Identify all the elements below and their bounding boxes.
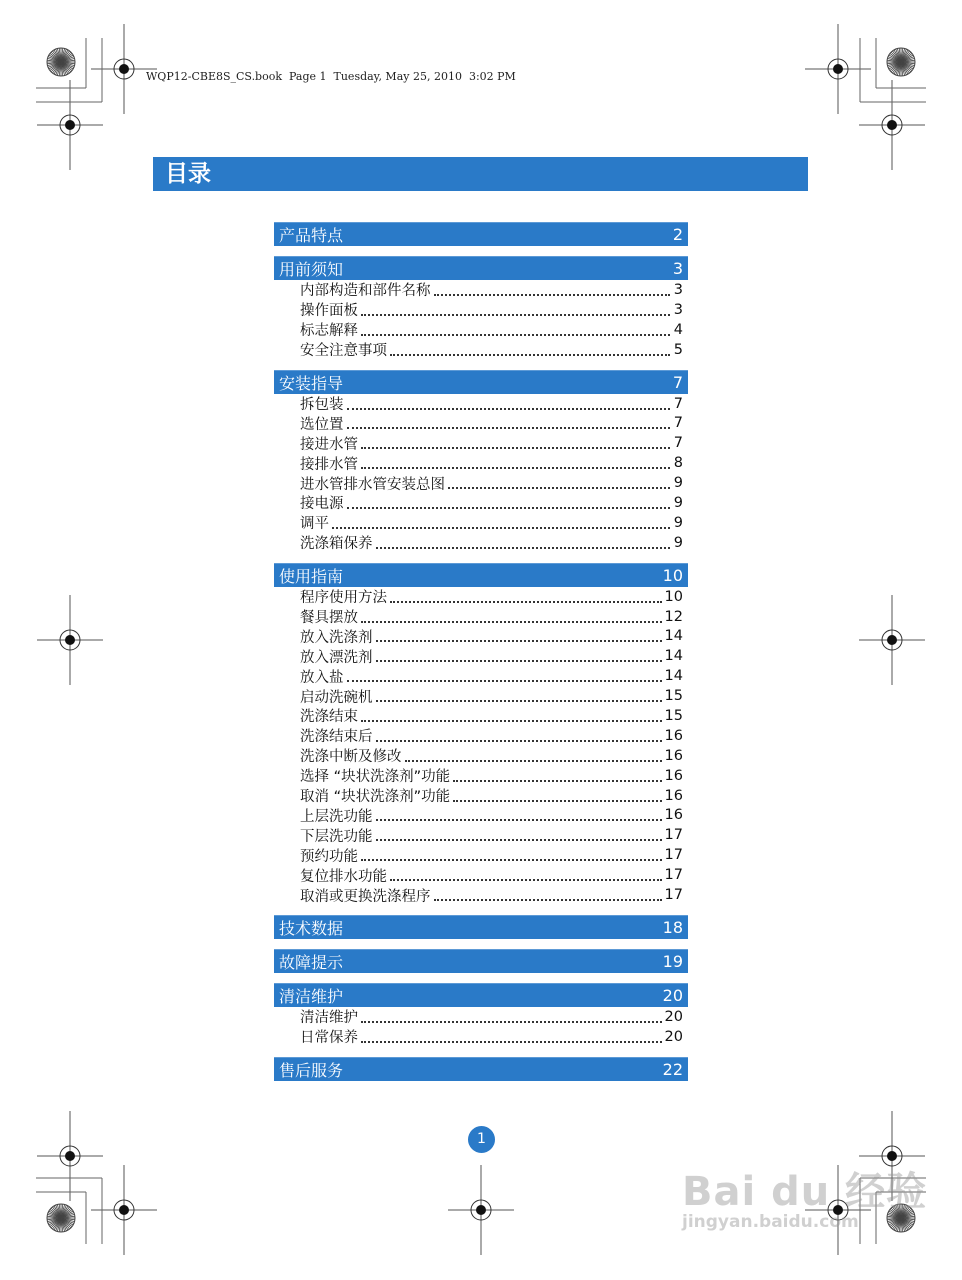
dot-leader: [347, 427, 671, 429]
entry-page: 14: [664, 628, 683, 645]
entry-page: 7: [673, 395, 683, 412]
dot-leader: [376, 640, 662, 642]
toc-entry[interactable]: [274, 473, 688, 493]
section-page: 22: [662, 1059, 683, 1079]
entry-label: 安全注意事项: [300, 343, 387, 360]
color-target: [47, 48, 75, 76]
toc-entry[interactable]: [274, 320, 688, 340]
entry-label: 取消 “块状洗涤剂”功能: [300, 789, 451, 806]
entry-label: 放入漂洗剂: [300, 649, 373, 666]
toc-entry[interactable]: [274, 280, 688, 300]
entry-label: 上层洗功能: [300, 808, 373, 825]
entry-label: 洗涤箱保养: [300, 536, 373, 553]
entry-label: 预约功能: [300, 848, 358, 865]
dot-leader: [376, 700, 662, 702]
toc-section-header[interactable]: [274, 915, 688, 939]
registration-mark: [37, 1111, 103, 1201]
page-number: 1: [468, 1126, 495, 1153]
toc-entry[interactable]: [274, 885, 688, 905]
toc-entry[interactable]: [274, 533, 688, 553]
toc-section-header[interactable]: [274, 222, 688, 246]
dot-leader: [434, 899, 662, 901]
entry-label: 内部构造和部件名称: [300, 283, 431, 300]
toc-entry[interactable]: [274, 493, 688, 513]
dot-leader: [405, 760, 662, 762]
entry-label: 取消或更换洗涤程序: [300, 888, 431, 905]
section-page: 3: [672, 259, 683, 278]
entry-page: 12: [664, 608, 683, 625]
registration-mark: [91, 24, 157, 114]
entry-label: 洗涤中断及修改: [300, 749, 402, 766]
entry-label: 选位置: [300, 416, 344, 433]
section-title: 用前须知: [279, 260, 344, 279]
entry-label: 操作面板: [300, 303, 358, 320]
dot-leader: [347, 507, 671, 509]
entry-page: 4: [673, 321, 683, 338]
section-page: 18: [662, 917, 683, 937]
entry-label: 餐具摆放: [300, 610, 358, 627]
dot-leader: [361, 1041, 662, 1043]
toc-section: [274, 915, 688, 939]
entry-label: 选择 “块状洗涤剂”功能: [300, 769, 451, 786]
toc-entry[interactable]: [274, 686, 688, 706]
entry-page: 15: [664, 707, 683, 724]
toc-section: [274, 949, 688, 973]
dot-leader: [434, 294, 671, 296]
color-target: [887, 48, 915, 76]
toc-entry[interactable]: [274, 865, 688, 885]
registration-mark: [37, 80, 103, 170]
toc-entry[interactable]: [274, 805, 688, 825]
section-title: 安装指导: [279, 373, 344, 393]
toc-section: [274, 983, 688, 1047]
dot-leader: [347, 408, 671, 410]
registration-mark: [448, 1165, 514, 1255]
dot-leader: [361, 334, 670, 336]
toc-entry[interactable]: [274, 646, 688, 666]
entry-page: 10: [664, 588, 683, 605]
section-title: 故障提示: [279, 952, 344, 972]
entry-label: 拆包装: [300, 397, 344, 414]
dot-leader: [361, 859, 662, 861]
entry-label: 洗涤结束: [300, 709, 358, 726]
toc-entry[interactable]: [274, 726, 688, 746]
table-of-contents: [274, 222, 688, 1081]
entry-page: 9: [673, 494, 683, 511]
entry-page: 14: [664, 668, 683, 685]
entry-page: 8: [673, 455, 683, 472]
toc-entry[interactable]: [274, 587, 688, 607]
toc-section-header[interactable]: [274, 949, 688, 973]
toc-entry[interactable]: [274, 766, 688, 786]
section-page: 10: [662, 565, 683, 585]
dot-leader: [361, 720, 662, 722]
entry-page: 16: [664, 787, 683, 804]
dot-leader: [361, 447, 670, 449]
toc-entry[interactable]: [274, 825, 688, 845]
entry-label: 标志解释: [300, 323, 358, 340]
section-title: 技术数据: [279, 918, 344, 938]
page-title: 目录: [153, 157, 808, 191]
section-page: 7: [672, 372, 683, 392]
entry-page: 9: [673, 534, 683, 551]
dot-leader: [361, 467, 670, 469]
toc-section: [274, 222, 688, 246]
toc-entry[interactable]: [274, 1027, 688, 1047]
toc-entry[interactable]: [274, 626, 688, 646]
dot-leader: [390, 354, 670, 356]
watermark-logo: Bai du 经验 jingyan.baidu.com: [682, 1169, 928, 1232]
entry-page: 7: [673, 435, 683, 452]
toc-section-header[interactable]: [274, 1057, 688, 1081]
toc-entry[interactable]: [274, 607, 688, 627]
toc-entry[interactable]: [274, 706, 688, 726]
entry-label: 放入盐: [300, 669, 344, 686]
entry-label: 接进水管: [300, 436, 358, 453]
toc-entry[interactable]: [274, 845, 688, 865]
toc-entry[interactable]: [274, 453, 688, 473]
dot-leader: [332, 527, 670, 529]
entry-label: 调平: [300, 516, 329, 533]
toc-section: [274, 370, 688, 553]
entry-label: 进水管排水管安装总图: [300, 476, 445, 493]
toc-entry[interactable]: [274, 300, 688, 320]
dot-leader: [453, 800, 661, 802]
entry-page: 9: [673, 514, 683, 531]
registration-mark: [859, 80, 925, 170]
toc-entry[interactable]: [274, 666, 688, 686]
entry-label: 日常保养: [300, 1030, 358, 1047]
section-title: 使用指南: [279, 566, 344, 586]
entry-page: 3: [673, 301, 683, 318]
section-title: 售后服务: [279, 1060, 344, 1080]
toc-section-header[interactable]: [274, 370, 688, 394]
dot-leader: [361, 314, 670, 316]
toc-entry[interactable]: [274, 513, 688, 533]
entry-label: 启动洗碗机: [300, 689, 373, 706]
entry-page: 16: [664, 767, 683, 784]
entry-page: 5: [673, 341, 683, 358]
dot-leader: [453, 780, 661, 782]
section-page: 19: [662, 951, 683, 971]
dot-leader: [376, 547, 671, 549]
toc-entry[interactable]: [274, 786, 688, 806]
toc-entry[interactable]: [274, 433, 688, 453]
entry-label: 放入洗涤剂: [300, 629, 373, 646]
entry-page: 15: [664, 688, 683, 705]
dot-leader: [361, 621, 662, 623]
entry-page: 17: [664, 847, 683, 864]
section-title: 产品特点: [279, 226, 344, 245]
toc-entry[interactable]: [274, 1007, 688, 1027]
registration-mark: [859, 595, 925, 685]
dot-leader: [376, 819, 662, 821]
entry-page: 9: [673, 475, 683, 492]
print-header: WQP12-CBE8S_CS.book Page 1 Tuesday, May 25, 2010 3:02 PM: [146, 70, 516, 83]
toc-entry[interactable]: [274, 746, 688, 766]
registration-mark: [37, 595, 103, 685]
dot-leader: [376, 660, 662, 662]
entry-page: 16: [664, 807, 683, 824]
entry-page: 17: [664, 886, 683, 903]
dot-leader: [448, 487, 670, 489]
entry-page: 16: [664, 727, 683, 744]
toc-entry[interactable]: [274, 394, 688, 414]
color-target: [47, 1204, 75, 1232]
entry-page: 17: [664, 867, 683, 884]
dot-leader: [361, 1021, 662, 1023]
entry-page: 3: [673, 281, 683, 298]
entry-label: 洗涤结束后: [300, 729, 373, 746]
toc-entry[interactable]: [274, 413, 688, 433]
toc-entry[interactable]: [274, 340, 688, 360]
entry-label: 清洁维护: [300, 1010, 358, 1027]
section-title: 清洁维护: [279, 986, 344, 1006]
entry-label: 接排水管: [300, 456, 358, 473]
entry-page: 14: [664, 648, 683, 665]
entry-label: 复位排水功能: [300, 868, 387, 885]
entry-label: 接电源: [300, 496, 344, 513]
toc-section-header[interactable]: [274, 563, 688, 587]
toc-section: [274, 1057, 688, 1081]
entry-label: 程序使用方法: [300, 590, 387, 607]
toc-section: [274, 563, 688, 905]
toc-section-header[interactable]: [274, 983, 688, 1007]
entry-page: 17: [664, 827, 683, 844]
entry-page: 20: [664, 1028, 683, 1045]
entry-page: 20: [664, 1008, 683, 1025]
entry-label: 下层洗功能: [300, 828, 373, 845]
dot-leader: [347, 680, 662, 682]
registration-mark: [805, 24, 871, 114]
toc-section-header[interactable]: [274, 256, 688, 280]
section-page: 2: [672, 225, 683, 244]
entry-page: 7: [673, 415, 683, 432]
section-page: 20: [662, 985, 683, 1005]
dot-leader: [376, 740, 662, 742]
toc-section: [274, 256, 688, 360]
dot-leader: [390, 601, 662, 603]
dot-leader: [390, 879, 662, 881]
dot-leader: [376, 839, 662, 841]
entry-page: 16: [664, 747, 683, 764]
